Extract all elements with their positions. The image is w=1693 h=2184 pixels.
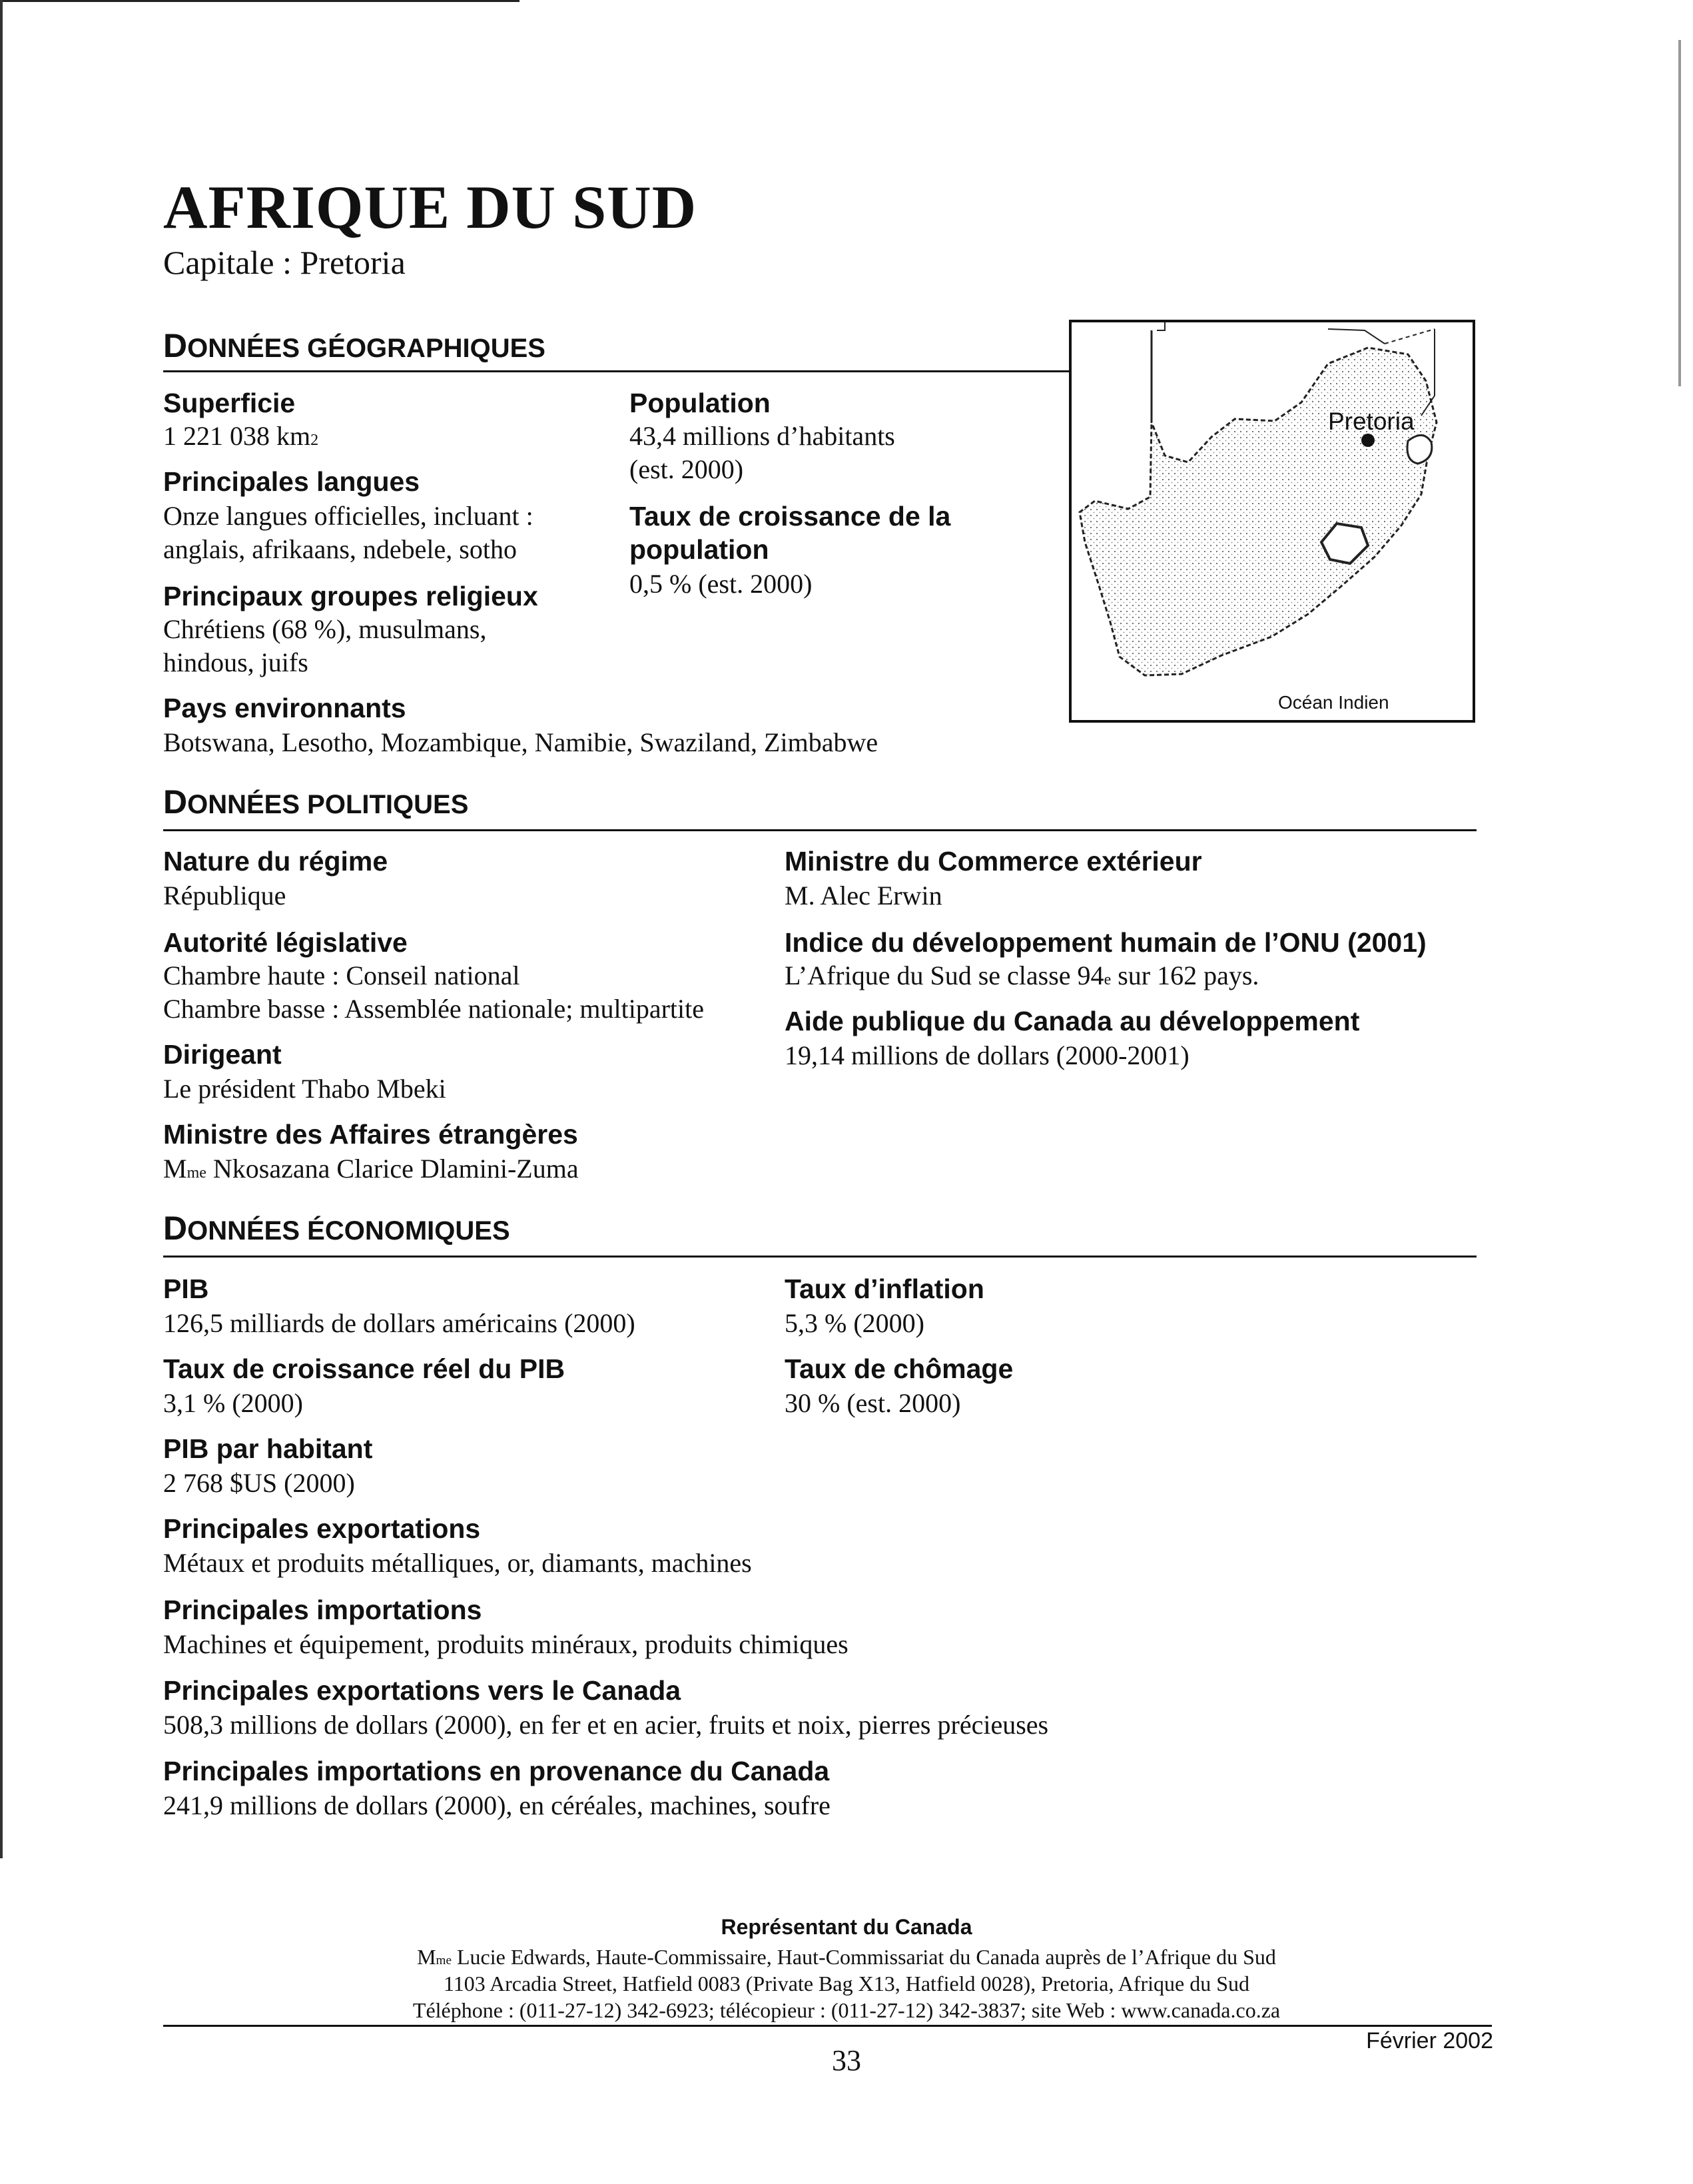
langues-value-line2: anglais, afrikaans, ndebele, sotho bbox=[163, 534, 517, 564]
pib-label: PIB bbox=[163, 1274, 209, 1304]
page-number: 33 bbox=[832, 2044, 861, 2077]
idh-label: Indice du développement humain de l’ONU (2001) bbox=[785, 927, 1427, 958]
chomage-value: 30 % (est. 2000) bbox=[785, 1388, 961, 1418]
commerce-value: M. Alec Erwin bbox=[785, 881, 942, 910]
footer-rule bbox=[163, 2025, 1492, 2027]
croissance-pib-label: Taux de croissance réel du PIB bbox=[163, 1353, 565, 1384]
exportations-canada-value: 508,3 millions de dollars (2000), en fer et en acier, fruits et noix, pierres précieuses bbox=[163, 1710, 1049, 1740]
exportations-value: Métaux et produits métalliques, or, diamants, machines bbox=[163, 1548, 752, 1578]
section-rule-geography bbox=[163, 370, 1070, 372]
population-value-line2: (est. 2000) bbox=[629, 454, 744, 484]
section-heading-economy bbox=[163, 1209, 510, 1248]
croissance-pib-value: 3,1 % (2000) bbox=[163, 1388, 303, 1418]
section-heading-politics bbox=[163, 783, 468, 821]
religion-value-line2: hindous, juifs bbox=[163, 647, 308, 677]
affaires-name: Nkosazana Clarice Dlamini-Zuma bbox=[206, 1154, 579, 1184]
importations-canada-label: Principales importations en provenance du Canada bbox=[163, 1756, 830, 1786]
representative-heading: Représentant du Canada bbox=[721, 1915, 972, 1939]
exportations-label: Principales exportations bbox=[163, 1513, 481, 1544]
heading-rest: ONNÉES POLITIQUES bbox=[187, 790, 469, 819]
population-value-line1: 43,4 millions d’habitants bbox=[629, 421, 895, 451]
publication-date: Février 2002 bbox=[1366, 2028, 1493, 2053]
aide-value: 19,14 millions de dollars (2000-2001) bbox=[785, 1040, 1189, 1070]
heading-initial: D bbox=[163, 327, 188, 364]
importations-value: Machines et équipement, produits minéraux, produits chimiques bbox=[163, 1629, 848, 1659]
affaires-label: Ministre des Affaires étrangères bbox=[163, 1119, 578, 1150]
representative-prefix: M bbox=[417, 1945, 436, 1969]
pays-value: Botswana, Lesotho, Mozambique, Namibie, Swaziland, Zimbabwe bbox=[163, 727, 878, 757]
dirigeant-value: Le président Thabo Mbeki bbox=[163, 1074, 446, 1104]
page-title: AFRIQUE DU SUD bbox=[163, 173, 697, 241]
croissance-label-line1: Taux de croissance de la bbox=[629, 501, 951, 532]
heading-initial: D bbox=[163, 783, 188, 821]
section-rule-economy bbox=[163, 1256, 1477, 1258]
map-city-label: Pretoria bbox=[1328, 408, 1415, 435]
affaires-prefix-exponent: me bbox=[186, 1164, 206, 1182]
affaires-value bbox=[163, 1152, 579, 1186]
religion-label: Principaux groupes religieux bbox=[163, 581, 538, 611]
heading-rest: ONNÉES GÉOGRAPHIQUES bbox=[187, 334, 545, 363]
idh-value bbox=[785, 959, 1259, 992]
representative-address: 1103 Arcadia Street, Hatfield 0083 (Private Bag X13, Hatfield 0028), Pretoria, Afrique du Sud bbox=[443, 1972, 1250, 1996]
superficie-number: 1 221 038 km bbox=[163, 421, 311, 451]
importations-label: Principales importations bbox=[163, 1595, 482, 1625]
legis-label: Autorité législative bbox=[163, 927, 408, 958]
representative-prefix-exponent: me bbox=[436, 1954, 452, 1968]
section-heading-geography bbox=[163, 326, 545, 365]
religion-value-line1: Chrétiens (68 %), musulmans, bbox=[163, 614, 487, 644]
commerce-label: Ministre du Commerce extérieur bbox=[785, 846, 1202, 877]
pib-value: 126,5 milliards de dollars américains (2000) bbox=[163, 1308, 635, 1338]
scan-edge-left bbox=[0, 0, 3, 1858]
langues-label: Principales langues bbox=[163, 466, 420, 497]
langues-value-line1: Onze langues officielles, incluant : bbox=[163, 501, 533, 531]
idh-rank-suffix: e bbox=[1104, 971, 1112, 988]
representative-line1 bbox=[0, 1945, 1693, 1970]
croissance-value: 0,5 % (est. 2000) bbox=[629, 569, 813, 599]
legis-value-line1: Chambre haute : Conseil national bbox=[163, 960, 520, 990]
pib-habitant-label: PIB par habitant bbox=[163, 1433, 373, 1464]
superficie-exponent: 2 bbox=[310, 432, 319, 449]
inflation-label: Taux d’inflation bbox=[785, 1274, 984, 1304]
chomage-label: Taux de chômage bbox=[785, 1353, 1014, 1384]
heading-rest: ONNÉES ÉCONOMIQUES bbox=[187, 1216, 510, 1246]
regime-value: République bbox=[163, 881, 286, 910]
superficie-value bbox=[163, 420, 318, 453]
exportations-canada-label: Principales exportations vers le Canada bbox=[163, 1675, 681, 1706]
capital-subtitle: Capitale : Pretoria bbox=[163, 244, 406, 281]
aide-label: Aide publique du Canada au développement bbox=[785, 1006, 1360, 1036]
idh-value-end: sur 162 pays. bbox=[1111, 960, 1259, 990]
superficie-label: Superficie bbox=[163, 388, 296, 418]
dirigeant-label: Dirigeant bbox=[163, 1039, 282, 1070]
scan-edge-right bbox=[1678, 40, 1681, 386]
pib-habitant-value: 2 768 $US (2000) bbox=[163, 1468, 355, 1498]
section-rule-politics bbox=[163, 829, 1477, 831]
heading-initial: D bbox=[163, 1210, 188, 1247]
representative-contact: Téléphone : (011-27-12) 342-6923; télécopieur : (011-27-12) 342-3837; site Web : www.canada.co.za bbox=[412, 1998, 1281, 2022]
scan-edge-top bbox=[0, 0, 519, 2]
regime-label: Nature du régime bbox=[163, 846, 388, 877]
inflation-value: 5,3 % (2000) bbox=[785, 1308, 924, 1338]
pays-label: Pays environnants bbox=[163, 693, 406, 723]
map-ocean-label: Océan Indien bbox=[1278, 692, 1389, 713]
population-label: Population bbox=[629, 388, 771, 418]
legis-value-line2: Chambre basse : Assemblée nationale; multipartite bbox=[163, 994, 705, 1024]
representative-name: Lucie Edwards, Haute-Commissaire, Haut-Commissariat du Canada auprès de l’Afrique du Sud bbox=[452, 1945, 1276, 1969]
croissance-label-line2: population bbox=[629, 534, 769, 565]
map-outline-icon bbox=[1072, 322, 1473, 720]
idh-value-start: L’Afrique du Sud se classe 94 bbox=[785, 960, 1104, 990]
importations-canada-value: 241,9 millions de dollars (2000), en céréales, machines, soufre bbox=[163, 1790, 831, 1820]
south-africa-map bbox=[1069, 320, 1475, 723]
affaires-prefix: M bbox=[163, 1154, 187, 1184]
